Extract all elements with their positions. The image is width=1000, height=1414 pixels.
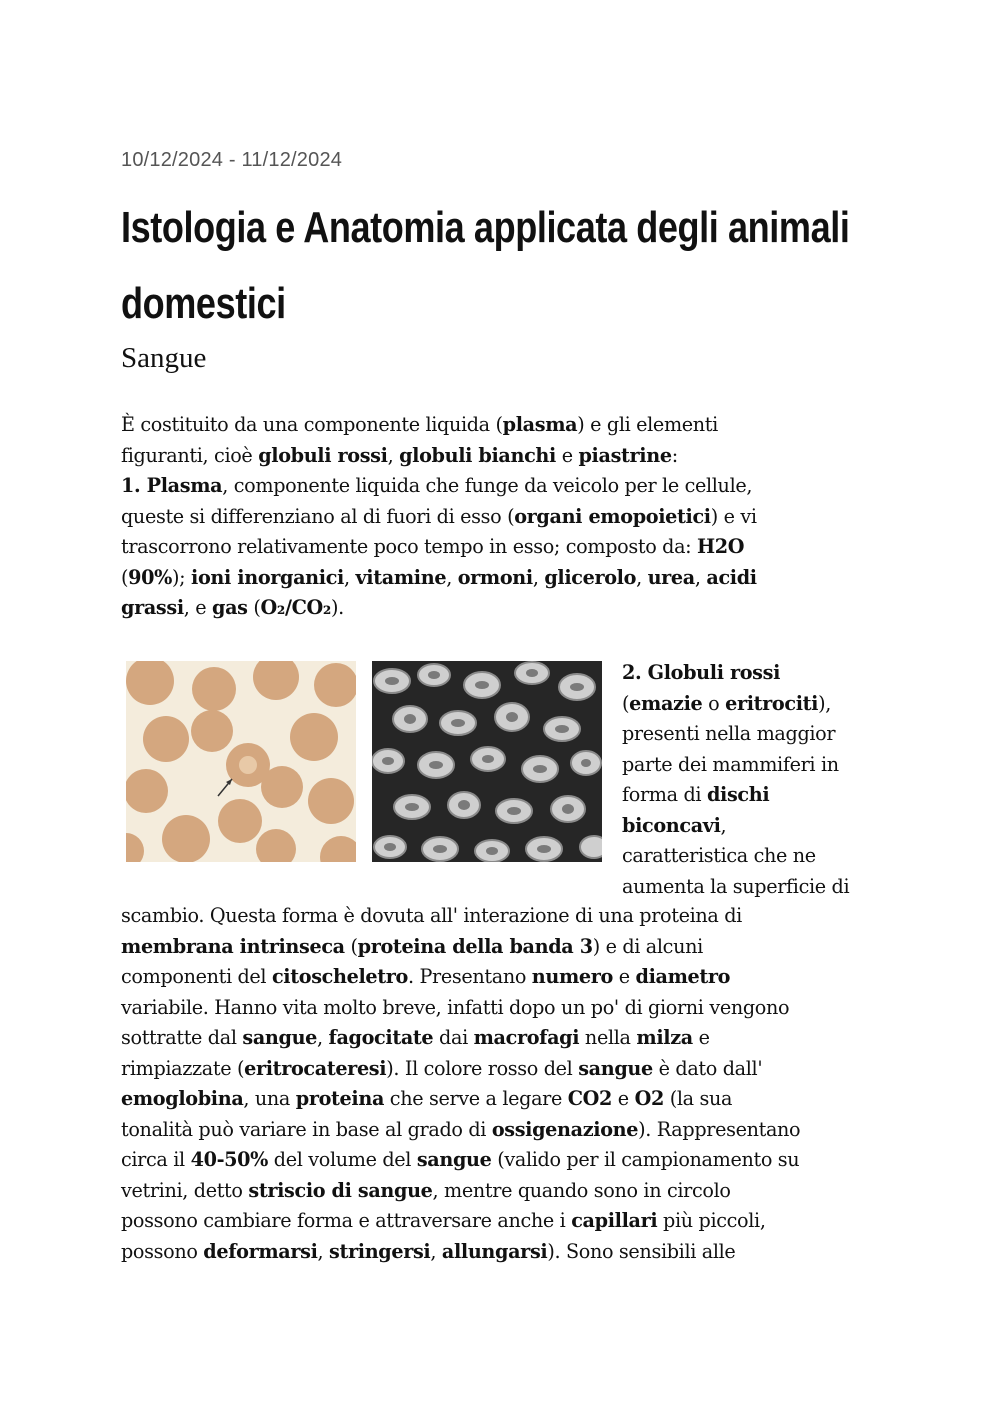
text-line — [622, 750, 882, 781]
text-line — [622, 658, 882, 689]
text-run: ( — [247, 596, 261, 619]
date-range: 10/12/2024 - 11/12/2024 — [121, 149, 343, 171]
bold-term: urea — [647, 565, 695, 589]
text-run: (la sua — [663, 1087, 733, 1110]
text-line — [121, 1237, 881, 1268]
text-run: , — [636, 565, 648, 589]
bold-term: sangue — [416, 1148, 492, 1171]
bold-term: fagocitate — [328, 1026, 434, 1049]
text-line — [121, 563, 881, 594]
text-run: più piccoli, — [657, 1209, 766, 1232]
text-line — [622, 841, 882, 872]
text-run: ) e di alcuni — [592, 934, 703, 958]
text-run: variabile. Hanno vita molto breve, infatti dopo un po' di giorni vengono — [121, 995, 790, 1019]
bold-term: emoglobina — [121, 1087, 244, 1110]
text-run: e — [613, 965, 636, 988]
blood-smear-micrograph — [126, 661, 356, 862]
text-run: ) e gli elementi — [577, 413, 718, 436]
bold-term: capillari — [571, 1209, 658, 1232]
text-run: del volume del — [268, 1148, 417, 1171]
bold-term: acidi — [706, 565, 757, 589]
text-line — [622, 872, 882, 903]
bold-term: organi emopoietici — [514, 504, 711, 528]
text-line — [121, 1176, 881, 1207]
text-run: , una — [243, 1087, 296, 1110]
bold-term: O2 — [634, 1087, 664, 1110]
text-run: queste si differenziano al di fuori di esso ( — [121, 504, 515, 528]
text-line — [121, 1206, 881, 1237]
text-line — [121, 1023, 881, 1054]
text-run: ( — [121, 565, 129, 589]
text-run: ), — [818, 691, 831, 715]
text-line — [121, 502, 881, 533]
bold-term: proteina — [295, 1087, 385, 1110]
text-run: forma di — [622, 783, 707, 806]
bold-term: membrana intrinseca — [121, 934, 345, 958]
bold-term: piastrine — [578, 443, 672, 467]
bold-term: biconcavi — [622, 813, 721, 837]
bold-term: ioni inorganici — [191, 565, 344, 589]
text-line — [121, 932, 881, 963]
text-run: , mentre quando sono in circolo — [432, 1178, 731, 1202]
bold-term: proteina della banda 3 — [357, 934, 593, 958]
bold-term: plasma — [502, 413, 578, 436]
text-run: (valido per il campionamento su — [491, 1148, 800, 1171]
text-run: ( — [344, 934, 358, 958]
text-run: figuranti, cioè — [121, 443, 259, 467]
text-line — [121, 1115, 881, 1146]
text-run: possono — [121, 1239, 204, 1263]
bold-term: stringersi — [329, 1239, 431, 1263]
bold-term: O₂/CO₂ — [260, 596, 331, 619]
bold-term: emazie — [629, 691, 703, 715]
text-run: , — [387, 443, 400, 467]
text-line — [622, 719, 882, 750]
bold-term: vitamine — [355, 565, 447, 589]
text-run: ). Il colore rosso del — [386, 1056, 579, 1080]
text-run: , — [446, 565, 458, 589]
text-run: e — [612, 1087, 635, 1110]
bold-term: globuli bianchi — [399, 443, 556, 467]
section-heading: Sangue — [121, 342, 207, 374]
text-run: ). — [330, 596, 344, 619]
text-run: che serve a legare — [384, 1087, 568, 1110]
text-run: : — [671, 443, 678, 467]
text-run: tonalità può variare in base al grado di — [121, 1117, 492, 1141]
bold-term: dischi — [706, 783, 770, 806]
plasma-paragraph — [121, 410, 881, 624]
text-run: , componente liquida che funge da veicolo per le cellule, — [222, 474, 753, 497]
page-title: Istologia e Anatomia applicata degli animali domestici — [121, 203, 850, 328]
red-blood-cells-intro — [622, 658, 882, 902]
bold-term: H2O — [697, 535, 745, 558]
text-run: , — [694, 565, 707, 589]
text-run: sottratte dal — [121, 1026, 243, 1049]
bold-term: milza — [636, 1026, 693, 1049]
bold-term: 90% — [128, 565, 173, 589]
bold-term: ormoni — [457, 565, 533, 589]
text-line — [121, 532, 881, 563]
text-line — [121, 1145, 881, 1176]
text-run: presenti nella maggior — [622, 722, 836, 745]
text-line — [121, 410, 881, 441]
text-line — [121, 901, 881, 932]
text-run: e — [555, 443, 579, 467]
text-run: componenti del — [121, 965, 272, 988]
red-blood-cells-paragraph — [121, 901, 881, 1267]
text-run: , — [430, 1239, 442, 1263]
bold-term: CO2 — [567, 1087, 613, 1110]
text-run: ) e vi — [710, 504, 757, 528]
text-line — [121, 1084, 881, 1115]
bold-term: sangue — [578, 1056, 653, 1080]
bold-term: citoscheletro — [271, 965, 408, 988]
text-run: circa il — [121, 1148, 191, 1171]
bold-term: diametro — [635, 965, 731, 988]
text-run: ). Rappresentano — [638, 1117, 801, 1141]
text-run: aumenta la superficie di — [622, 874, 850, 898]
text-line — [622, 811, 882, 842]
text-line — [121, 471, 881, 502]
text-run: caratteristica che ne — [622, 844, 816, 867]
bold-term: grassi — [121, 596, 184, 619]
text-run: scambio. Questa forma è dovuta all' interazione di una proteina di — [121, 904, 742, 927]
text-run: , — [344, 565, 356, 589]
text-line — [121, 441, 881, 472]
text-line — [622, 689, 882, 720]
text-run: vetrini, detto — [121, 1178, 249, 1202]
text-run: , — [720, 813, 727, 837]
text-run: parte dei mammiferi in — [622, 752, 839, 776]
bold-term: allungarsi — [441, 1239, 548, 1263]
text-run: È costituito da una componente liquida ( — [121, 413, 503, 436]
bold-term: 40-50% — [190, 1148, 269, 1171]
bold-term: numero — [531, 965, 613, 988]
text-line — [622, 780, 882, 811]
bold-term: macrofagi — [473, 1026, 580, 1049]
text-run: ); — [172, 565, 192, 589]
text-run: o — [702, 691, 726, 715]
bold-term: glicerolo — [544, 565, 637, 589]
bold-term: gas — [212, 596, 248, 619]
text-run: dai — [433, 1026, 474, 1049]
text-run: , — [317, 1026, 329, 1049]
text-run: rimpiazzate ( — [121, 1056, 245, 1080]
text-run: ). Sono sensibili alle — [547, 1239, 736, 1263]
bold-term: striscio di sangue — [248, 1178, 433, 1202]
bold-term: eritrocateresi — [244, 1056, 387, 1080]
bold-term: eritrociti — [725, 691, 819, 715]
text-run: . Presentano — [407, 965, 532, 988]
text-line — [121, 1054, 881, 1085]
text-run: e — [692, 1026, 710, 1049]
bold-term: globuli rossi — [258, 443, 388, 467]
text-run: , — [317, 1239, 330, 1263]
text-line — [121, 593, 881, 624]
bold-term: 1. Plasma — [121, 474, 223, 497]
text-run: , — [532, 565, 545, 589]
text-run: possono cambiare forma e attraversare anche i — [121, 1209, 572, 1232]
bold-term: ossigenazione — [491, 1117, 639, 1141]
electron-micrograph-erythrocytes — [372, 661, 602, 862]
text-line — [121, 962, 881, 993]
text-run: ( — [622, 691, 630, 715]
text-run: trascorrono relativamente poco tempo in esso; composto da: — [121, 535, 698, 558]
bold-term: deformarsi — [203, 1239, 318, 1263]
text-run: nella — [579, 1026, 637, 1049]
bold-term: sangue — [242, 1026, 318, 1049]
bold-term: 2. Globuli rossi — [622, 661, 781, 684]
text-run: è dato dall' — [652, 1056, 763, 1080]
text-line — [121, 993, 881, 1024]
text-run: , e — [183, 596, 213, 619]
